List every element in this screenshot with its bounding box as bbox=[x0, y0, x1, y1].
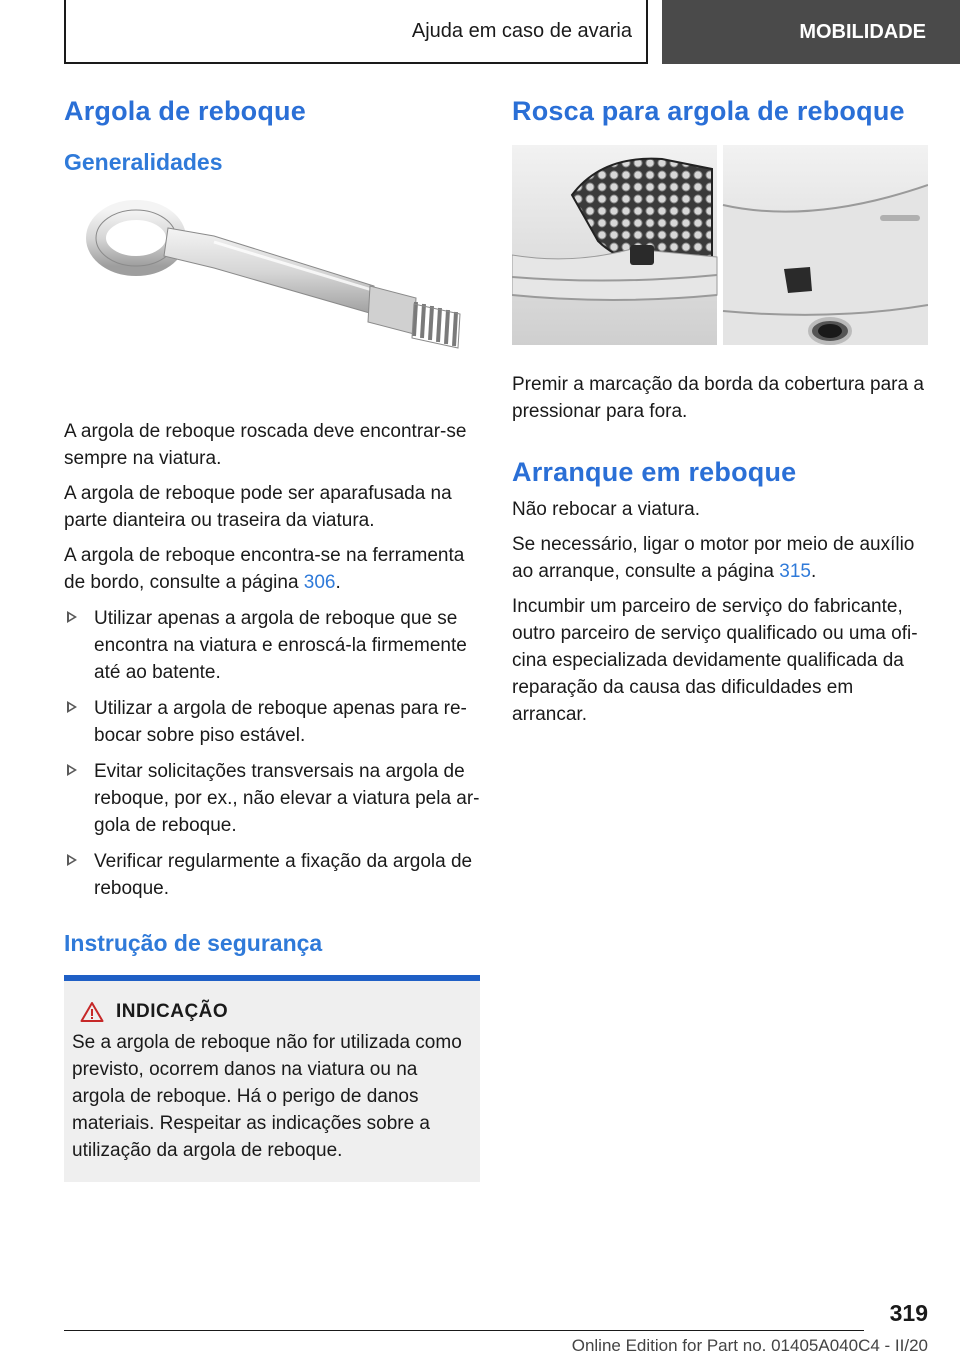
notice-text: Se a argola de reboque não for utilizada como previsto, ocorrem danos na viatura ou na argola de reboque. Há o perigo de danos materiais. Respeitar as indicações sobre a utilização da argola de reboque. bbox=[72, 1032, 462, 1161]
list-item bbox=[64, 848, 480, 902]
list-item-text: Verificar regularmente a fixação da argola de reboque. bbox=[94, 851, 473, 899]
page-title: Argola de reboque bbox=[64, 96, 306, 126]
triangle-bullet-icon bbox=[67, 764, 77, 776]
bumper-image bbox=[512, 145, 928, 345]
paragraph-service-partner: Incumbir um parceiro de serviço do fabricante, outro parceiro de serviço qualificado ou uma ofi-cina especializada devidamente qualificada da reparação da causa das dificuldades em arrancar. bbox=[512, 596, 918, 725]
paragraph-jump-start-text: Se necessário, ligar o motor por meio de auxílio ao arranque, consulte a página bbox=[512, 534, 915, 582]
paragraph-1: A argola de reboque roscada deve encontrar-se sempre na viatura. bbox=[64, 421, 467, 469]
triangle-bullet-icon bbox=[67, 701, 77, 713]
paragraph-jump-start-end: . bbox=[810, 561, 817, 582]
left-column bbox=[64, 96, 480, 1182]
right-column bbox=[512, 96, 928, 728]
section-title-thread: Rosca para argola de reboque bbox=[512, 96, 905, 126]
triangle-bullet-icon bbox=[67, 611, 77, 623]
paragraph-3-text: A argola de reboque encontra-se na ferramenta de bordo, consulte a página bbox=[64, 545, 465, 593]
bumper-illustrations bbox=[512, 145, 928, 345]
notice-box bbox=[64, 975, 480, 1182]
header-section-title: Ajuda em caso de avaria bbox=[411, 19, 632, 42]
list-item bbox=[64, 695, 480, 749]
section-subtitle: Generalidades bbox=[64, 149, 223, 175]
paragraph-2: A argola de reboque pode ser aparafusada na parte dianteira ou traseira da viatura. bbox=[64, 483, 452, 531]
header-section bbox=[64, 0, 648, 64]
list-item bbox=[64, 605, 480, 686]
paragraph-press-cover: Premir a marcação da borda da cobertura para a pressionar para fora. bbox=[512, 374, 924, 422]
header-chapter bbox=[662, 0, 960, 64]
list-item-text: Evitar solicitações transversais na argola de reboque, por ex., não elevar a viatura pela ar-gola de reboque. bbox=[94, 761, 480, 836]
page-link-315[interactable]: 315 bbox=[779, 561, 811, 582]
header-chapter-title: MOBILIDADE bbox=[799, 20, 926, 43]
warning-icon bbox=[80, 1001, 104, 1023]
paragraph-3 bbox=[64, 542, 480, 596]
section-title-jump-start: Arranque em reboque bbox=[512, 457, 797, 487]
list-item-text: Utilizar a argola de reboque apenas para re-bocar sobre piso estável. bbox=[94, 698, 467, 746]
paragraph-jump-start bbox=[512, 531, 928, 585]
footer-divider bbox=[64, 1330, 864, 1331]
paragraph-no-tow: Não rebocar a viatura. bbox=[512, 499, 700, 520]
notice-label: INDICAÇÃO bbox=[116, 1001, 229, 1022]
list-item bbox=[64, 758, 480, 839]
triangle-bullet-icon bbox=[67, 854, 77, 866]
page-link-306[interactable]: 306 bbox=[303, 572, 336, 593]
list-item-text: Utilizar apenas a argola de reboque que se encontra na viatura e enroscá-la firmemente até ao batente. bbox=[94, 608, 467, 683]
tow-eye-image bbox=[64, 198, 480, 408]
instruction-list bbox=[64, 605, 480, 902]
notice-header bbox=[80, 1001, 472, 1023]
footer-edition: Online Edition for Part no. 01405A040C4 - II/20 bbox=[571, 1336, 928, 1355]
safety-heading: Instrução de segurança bbox=[64, 930, 323, 956]
page-number: 319 bbox=[889, 1300, 928, 1326]
tow-eye-illustration bbox=[64, 198, 480, 408]
paragraph-3-end: . bbox=[335, 572, 341, 593]
